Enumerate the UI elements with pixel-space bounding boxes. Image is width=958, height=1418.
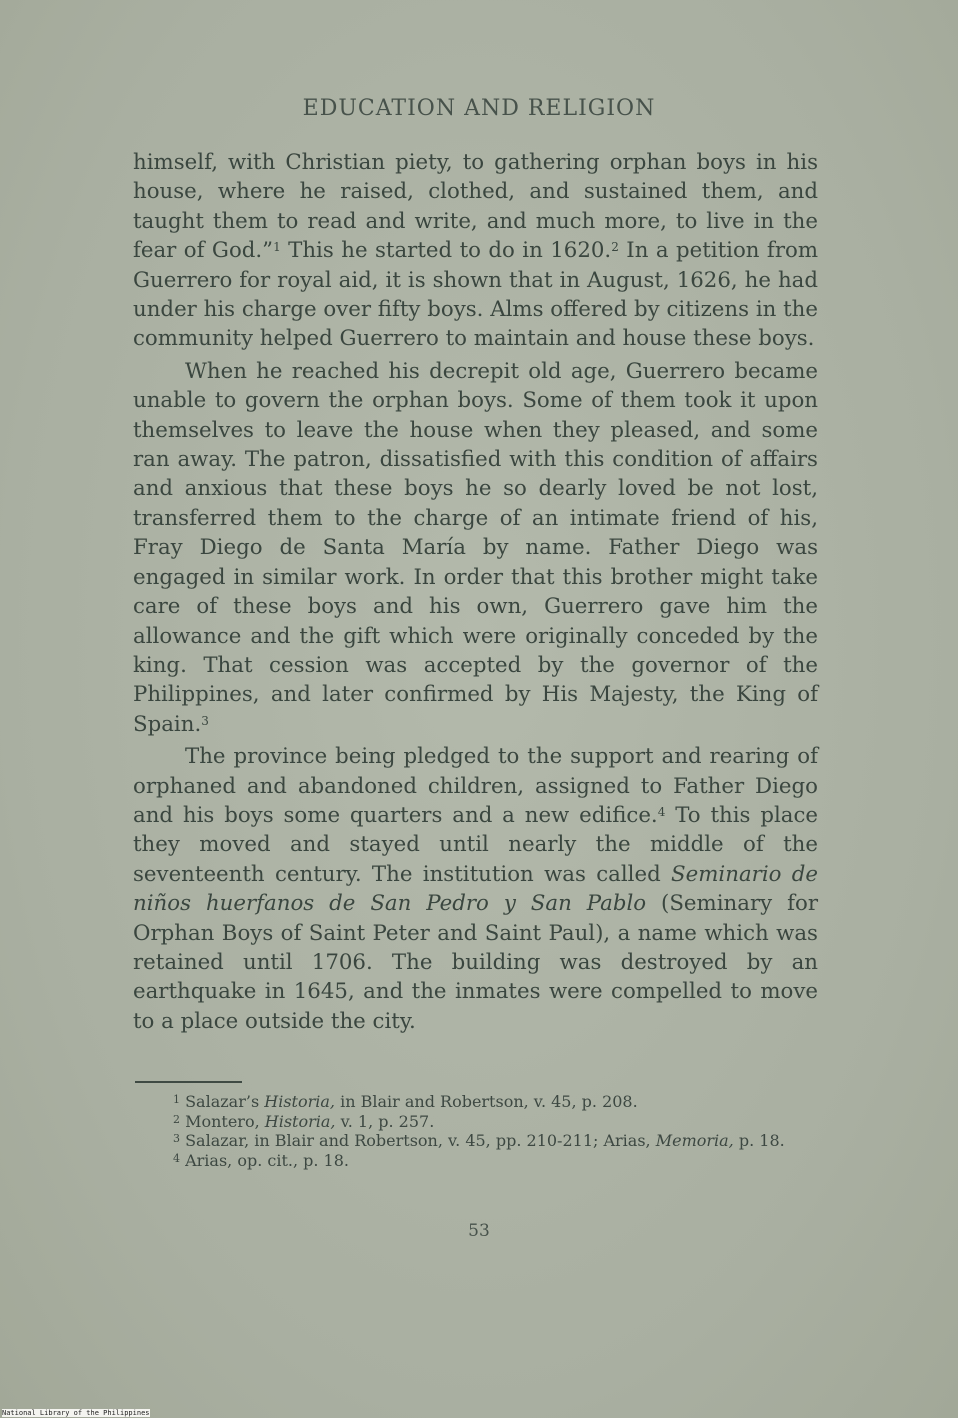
text-run: The province being pledged to the support and rearing of orphaned and abandoned children, assigned to Father Diego and his boys some quarters and a new edifice. [133, 744, 818, 828]
footnote-marker: 4 [657, 804, 666, 819]
footnote-1 [111, 1092, 820, 1112]
footnote-rule [135, 1081, 242, 1083]
page-number: 53 [468, 1221, 490, 1241]
footnote-marker: 2 [611, 240, 619, 255]
body-text [133, 148, 818, 1036]
text-run: To this place they moved and stayed until nearly the middle of the seventeenth century. The institution was called [133, 802, 819, 887]
footnote-3 [111, 1131, 820, 1151]
footnote-marker: 3 [173, 1132, 180, 1145]
italic-title: Historia, [264, 1111, 336, 1131]
footnote-4 [111, 1151, 820, 1171]
footnote-marker: 1 [273, 240, 281, 255]
footnote-marker: 2 [173, 1112, 180, 1126]
text-run: himself, with Christian piety, to gathering orphan boys in his house, where he raised, clothed, and sustained them, and taught them to read and write, and much more, to live in the fear of God.” [133, 150, 818, 264]
text-run: Salazar, in Blair and Robertson, v. 45, pp. 210-211; Arias, [180, 1131, 656, 1150]
italic-title: Historia, [264, 1092, 335, 1111]
text-run: in Blair and Robertson, v. 45, p. 208. [334, 1092, 638, 1111]
text-run: Salazar’s [180, 1092, 265, 1111]
footnote-marker: 3 [201, 713, 209, 728]
text-run: Montero, [180, 1111, 265, 1131]
text-run: Arias, op. cit., p. 18. [180, 1150, 349, 1170]
running-head: EDUCATION AND RELIGION [302, 96, 656, 121]
text-run: p. 18. [733, 1131, 785, 1150]
text-run: This he started to do in 1620. [280, 238, 612, 264]
italic-title: Seminario de niños huerfanos de San Pedro y San Pablo [133, 861, 818, 917]
footnote-2 [111, 1112, 820, 1132]
text-run: v. 1, p. 257. [335, 1111, 435, 1131]
paragraph-3 [133, 742, 818, 1036]
text-run: When he reached his decrepit old age, Guerrero became unable to govern the orphan boys. Some of them took it upon themselves to leave the house when they pleased, and some ran away. The patron, dissatisfied with this condition of affairs and anxious that these boys he so dearly loved be not lost, transferred them to the charge of an intimate friend of his, Fray Diego de Santa María by name. Father Diego was engaged in similar work. In order that this brother might take care of these boys and his own, Guerrero gave him the allowance and the gift which were originally conceded by the king. That cession was accepted by the governor of the Philippines, and later confirmed by His Majesty, the King of Spain. [133, 358, 818, 737]
text-run: In a petition from Guerrero for royal aid, it is shown that in August, 1626, he had under his charge over fifty boys. Alms offered by citizens in the community helped Guerrero to maintain and house these boys. [133, 238, 819, 352]
paragraph-2 [133, 357, 818, 739]
library-credit: National Library of the Philippines [2, 1409, 150, 1417]
footnotes [111, 1092, 820, 1170]
footnote-marker: 4 [173, 1151, 180, 1165]
text-run: (Seminary for Orphan Boys of Saint Peter and Saint Paul), a name which was retained until 1706. The building was destroyed by an earthquake in 1645, and the inmates were compelled to move to a place outside the city. [133, 891, 818, 1034]
footnote-marker: 1 [173, 1093, 180, 1106]
paragraph-1 [133, 148, 818, 354]
italic-title: Memoria, [655, 1131, 734, 1150]
